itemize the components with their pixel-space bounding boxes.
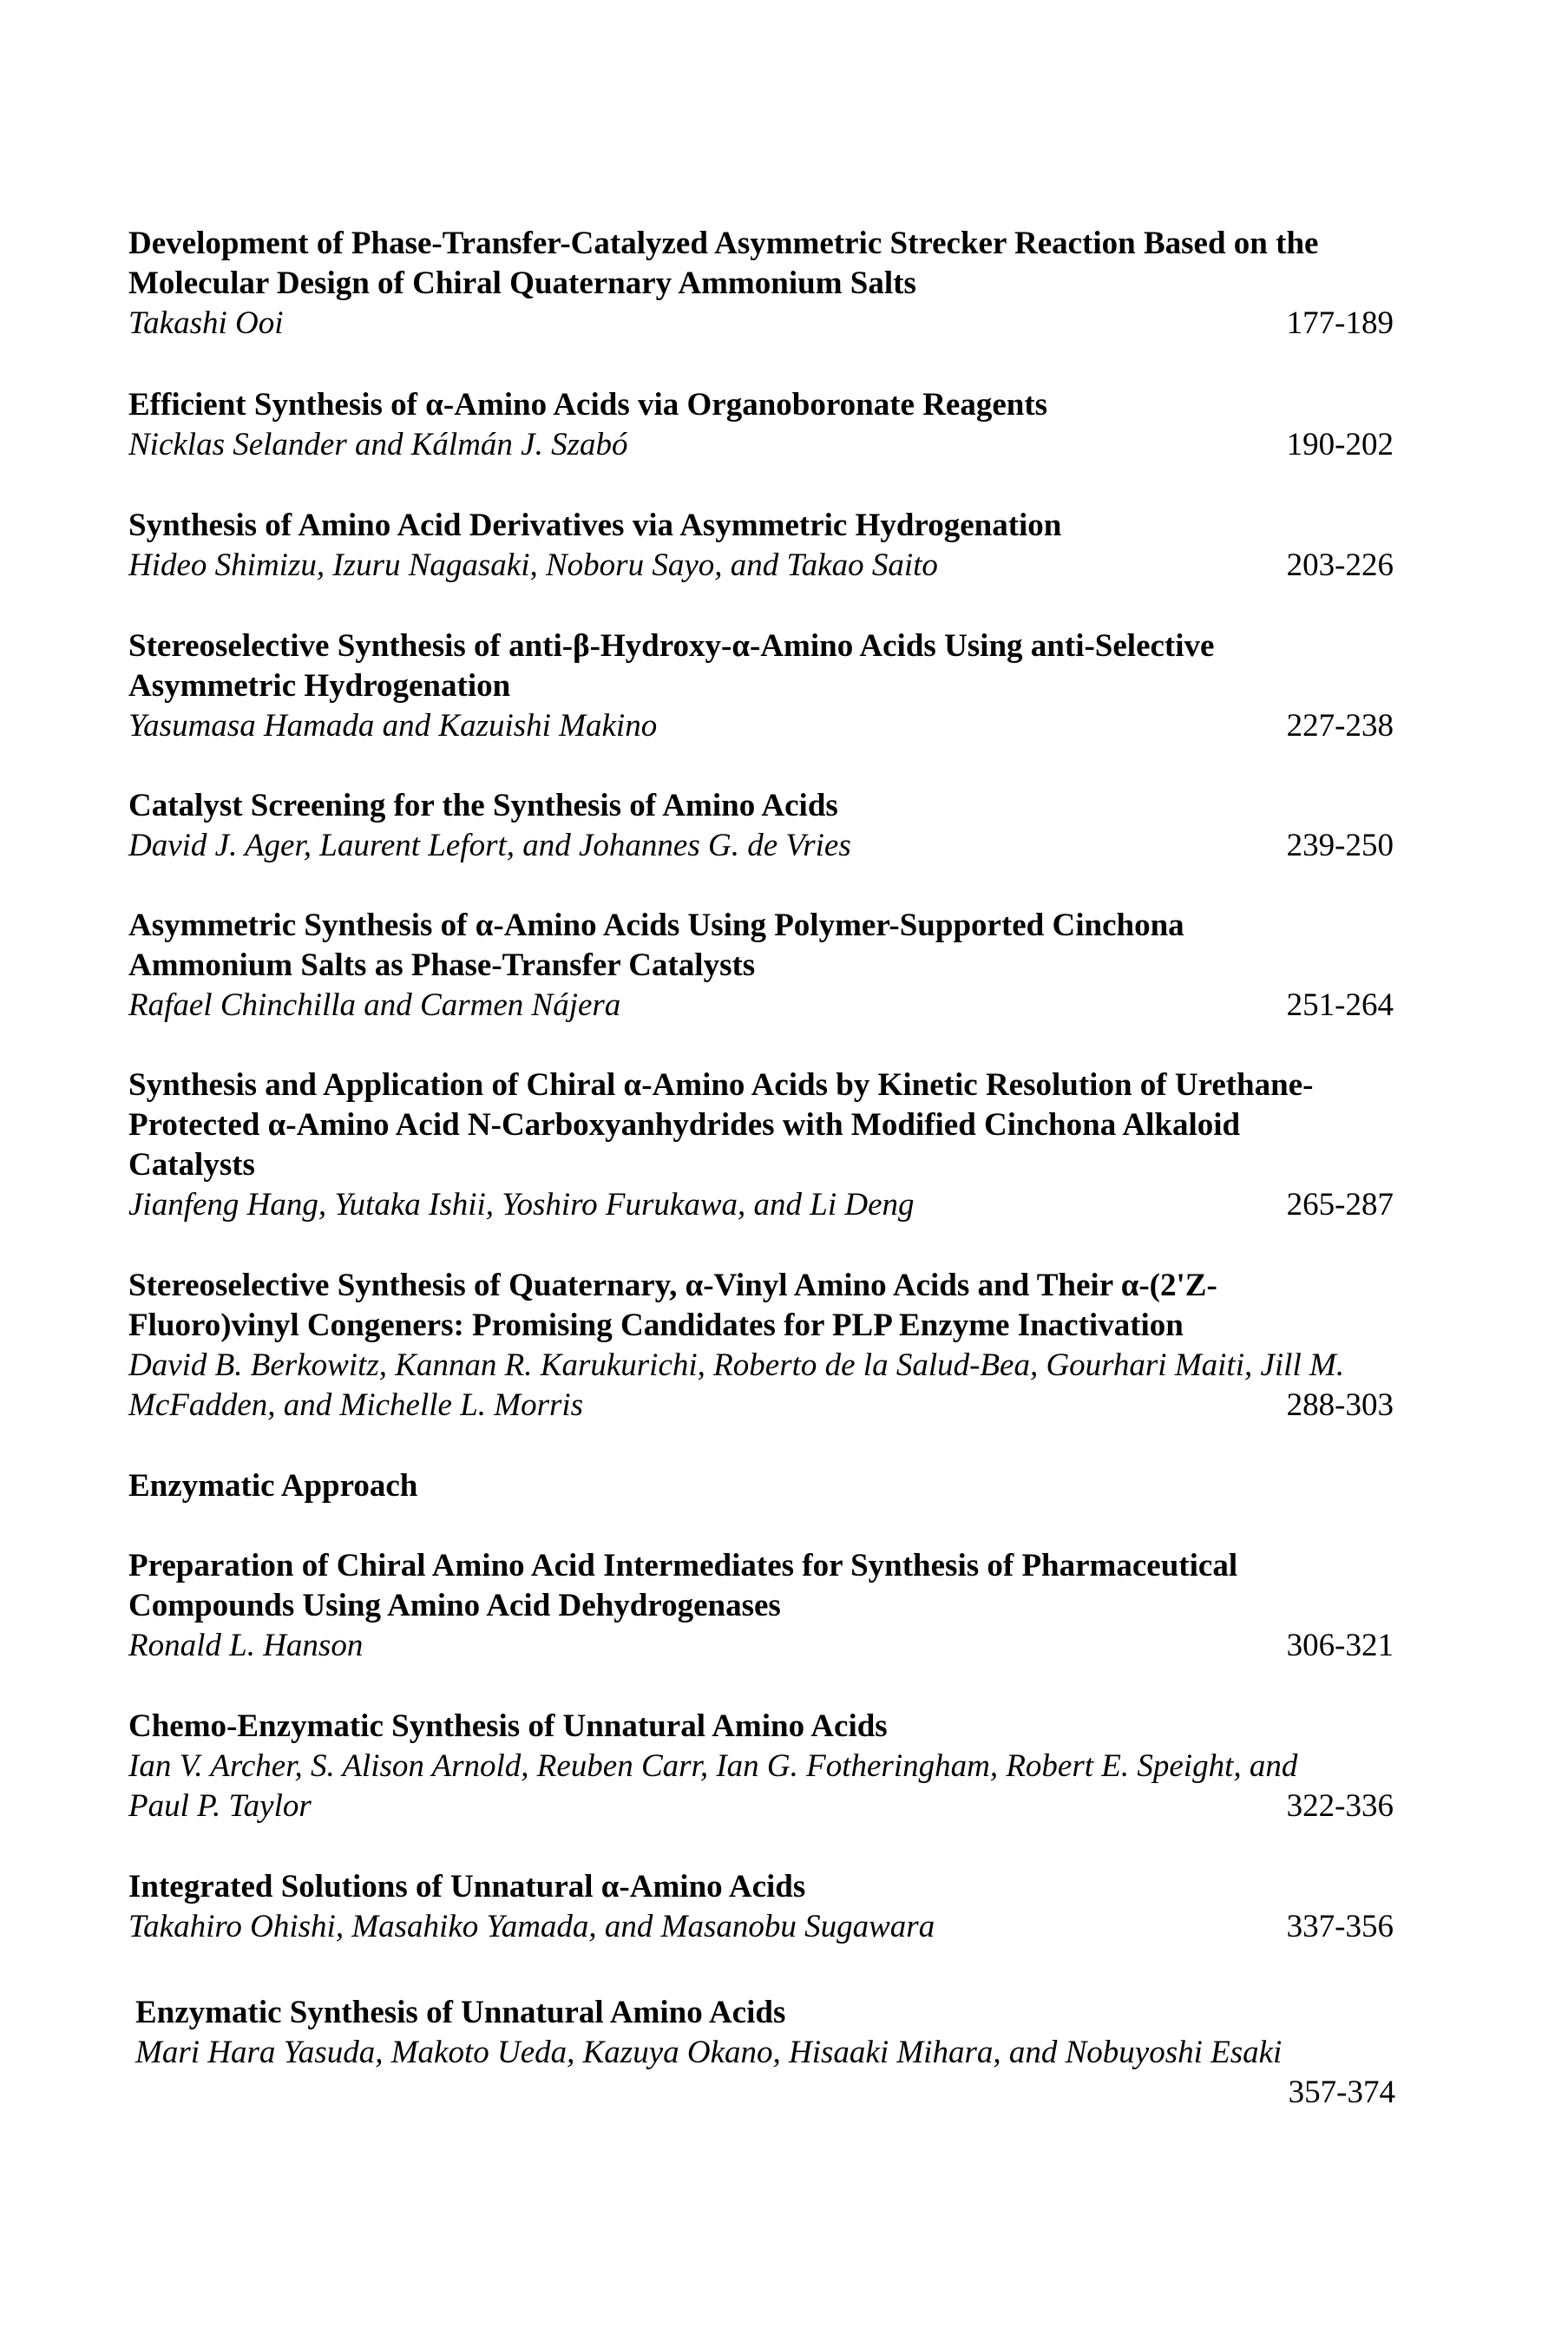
entry-title: Molecular Design of Chiral Quaternary Ammonium Salts (128, 266, 916, 301)
entry-pages: 322-336 (1286, 1788, 1394, 1824)
toc-entry (128, 224, 1465, 344)
entry-title: Ammonium Salts as Phase-Transfer Catalysts (128, 947, 756, 983)
toc-entry (128, 1546, 1465, 1666)
entry-pages: 251-264 (1286, 987, 1394, 1023)
entry-pages: 177-189 (1286, 305, 1394, 341)
entry-authors: Yasumasa Hamada and Kazuishi Makino (128, 708, 658, 744)
entry-pages: 203-226 (1286, 547, 1394, 583)
entry-authors: Takahiro Ohishi, Masahiko Yamada, and Masanobu Sugawara (128, 1909, 935, 1944)
entry-authors: Ian V. Archer, S. Alison Arnold, Reuben Carr, Ian G. Fotheringham, Robert E. Speight, and (128, 1748, 1298, 1784)
entry-title: Asymmetric Hydrogenation (128, 668, 511, 704)
entry-title: Asymmetric Synthesis of α-Amino Acids Using Polymer-Supported Cinchona (128, 908, 1184, 943)
entry-authors: Ronald L. Hanson (128, 1628, 364, 1663)
toc-entry (128, 1266, 1465, 1426)
entry-authors: David B. Berkowitz, Kannan R. Karukurichi, Roberto de la Salud-Bea, Gourhari Maiti, Jill M. (128, 1347, 1345, 1383)
entry-title: Protected α-Amino Acid N-Carboxyanhydrides with Modified Cinchona Alkaloid (128, 1107, 1241, 1143)
entry-pages: 190-202 (1286, 427, 1394, 462)
entry-pages: 288-303 (1286, 1387, 1394, 1423)
entry-authors: Mari Hara Yasuda, Makoto Ueda, Kazuya Okano, Hisaaki Mihara, and Nobuyoshi Esaki (135, 2035, 1283, 2070)
entry-title: Synthesis and Application of Chiral α-Amino Acids by Kinetic Resolution of Urethane- (128, 1067, 1314, 1103)
toc-entry (128, 506, 1465, 586)
entry-pages: 227-238 (1286, 708, 1394, 744)
toc-entry (128, 1065, 1465, 1225)
entry-title: Catalysts (128, 1147, 255, 1183)
entry-title: Enzymatic Synthesis of Unnatural Amino Acids (135, 1995, 786, 2030)
toc-entry (128, 1867, 1465, 1947)
entry-authors: Rafael Chinchilla and Carmen Nájera (128, 987, 621, 1023)
entry-authors: Paul P. Taylor (128, 1788, 312, 1824)
entry-title: Stereoselective Synthesis of anti-β-Hydroxy-α-Amino Acids Using anti-Selective (128, 628, 1215, 664)
toc-entry (128, 786, 1465, 866)
entry-title: Synthesis of Amino Acid Derivatives via Asymmetric Hydrogenation (128, 508, 1062, 543)
entry-pages: 239-250 (1286, 828, 1394, 863)
entry-title: Integrated Solutions of Unnatural α-Amino Acids (128, 1869, 806, 1904)
toc-entry (135, 1993, 1472, 2113)
entry-title: Stereoselective Synthesis of Quaternary, α-Vinyl Amino Acids and Their α-(2'Z- (128, 1268, 1217, 1303)
toc-entry (128, 906, 1465, 1026)
entry-authors: David J. Ager, Laurent Lefort, and Johannes G. de Vries (128, 828, 851, 863)
entry-pages: 337-356 (1286, 1909, 1394, 1944)
entry-pages: 357-374 (1288, 2075, 1395, 2110)
entry-authors: Takashi Ooi (128, 305, 284, 341)
section-heading: Enzymatic Approach (128, 1468, 418, 1504)
entry-title: Chemo-Enzymatic Synthesis of Unnatural Amino Acids (128, 1708, 888, 1744)
entry-title: Fluoro)vinyl Congeners: Promising Candidates for PLP Enzyme Inactivation (128, 1308, 1184, 1343)
entry-title: Catalyst Screening for the Synthesis of Amino Acids (128, 788, 838, 823)
entry-title: Compounds Using Amino Acid Dehydrogenases (128, 1588, 781, 1623)
entry-authors: Jianfeng Hang, Yutaka Ishii, Yoshiro Furukawa, and Li Deng (128, 1187, 915, 1223)
entry-title: Preparation of Chiral Amino Acid Intermediates for Synthesis of Pharmaceutical (128, 1548, 1238, 1583)
entry-authors: Nicklas Selander and Kálmán J. Szabó (128, 427, 628, 462)
entry-pages: 306-321 (1286, 1628, 1394, 1663)
entry-authors: Hideo Shimizu, Izuru Nagasaki, Noboru Sayo, and Takao Saito (128, 547, 938, 583)
toc-entry (128, 1707, 1465, 1826)
entry-authors: McFadden, and Michelle L. Morris (128, 1387, 584, 1423)
toc-entry (128, 626, 1465, 746)
entry-pages: 265-287 (1286, 1187, 1394, 1223)
toc-entry (128, 385, 1465, 465)
entry-title: Efficient Synthesis of α-Amino Acids via Organoboronate Reagents (128, 387, 1048, 423)
entry-title: Development of Phase-Transfer-Catalyzed Asymmetric Strecker Reaction Based on the (128, 226, 1319, 261)
